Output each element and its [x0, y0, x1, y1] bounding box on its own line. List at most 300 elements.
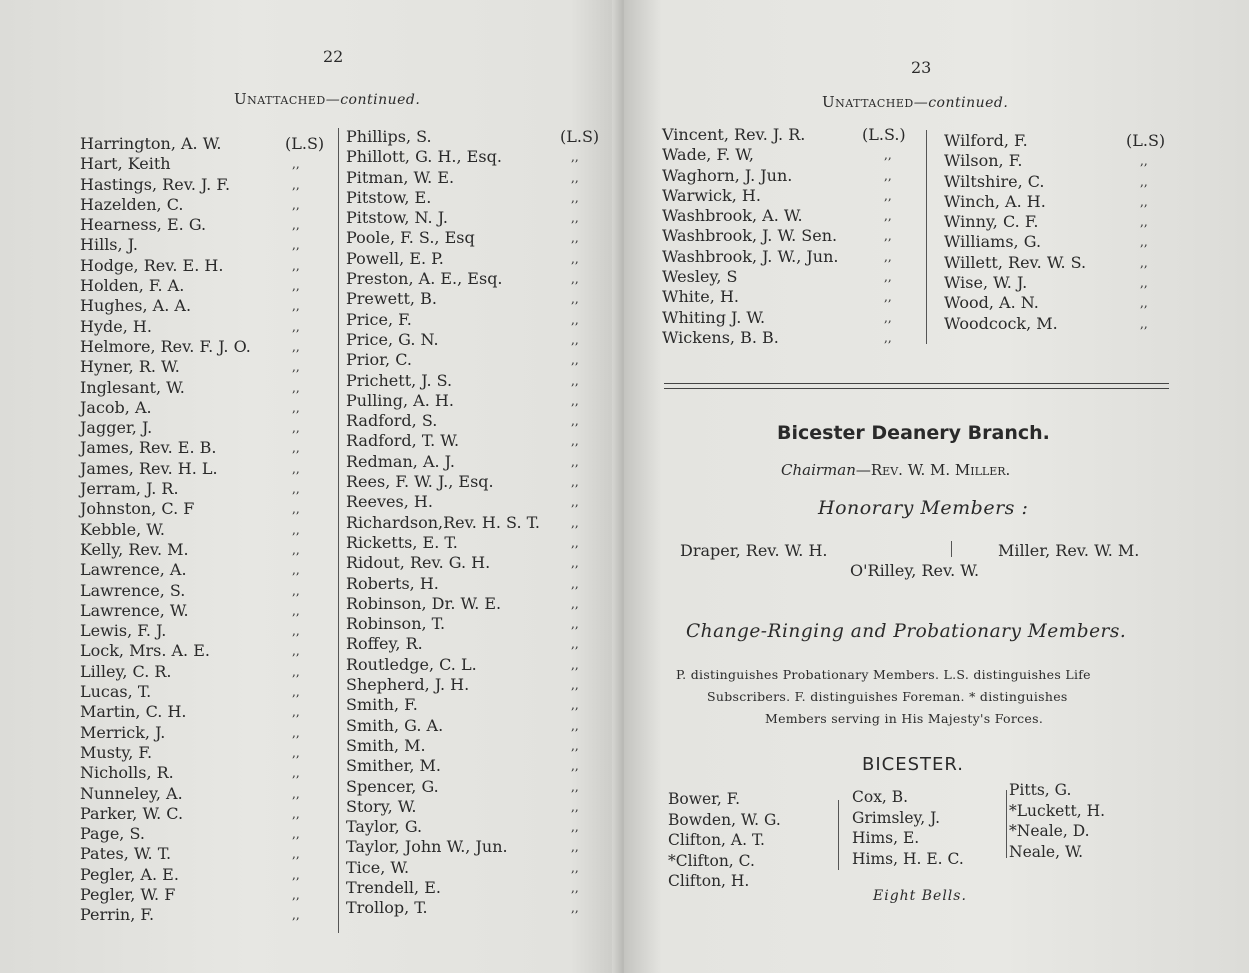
- ditto-mark: ,,: [292, 603, 300, 618]
- ditto-mark: ,,: [292, 177, 300, 192]
- list-item: [346, 452, 608, 472]
- list-item: [346, 817, 608, 837]
- list-item: [346, 594, 608, 614]
- ditto-mark: ,,: [292, 319, 300, 334]
- ditto-mark: ,,: [571, 738, 579, 753]
- member-name: Roberts, H.: [346, 573, 439, 593]
- list-item: [80, 317, 336, 337]
- list-item: [346, 837, 608, 857]
- member-name: Wesley, S: [662, 267, 738, 287]
- list-item: [346, 756, 608, 776]
- member-name: Lucas, T.: [80, 682, 152, 702]
- ditto-mark: ,,: [571, 718, 579, 733]
- list-item: [80, 723, 336, 743]
- legend-note: Members serving in His Majesty's Forces.: [765, 711, 1044, 726]
- member-name: Woodcock, M.: [944, 313, 1058, 333]
- bicester-column-2: [852, 788, 1002, 870]
- ditto-mark: ,,: [571, 353, 579, 368]
- ditto-mark: ,,: [884, 330, 892, 345]
- ditto-mark: ,,: [292, 542, 300, 557]
- ditto-mark: ,,: [571, 596, 579, 611]
- place-heading: BICESTER.: [862, 754, 964, 775]
- list-item: [80, 601, 336, 621]
- member-name: Page, S.: [80, 824, 145, 844]
- list-item: [346, 411, 608, 431]
- ditto-mark: ,,: [1140, 235, 1148, 250]
- list-item: [346, 655, 608, 675]
- ditto-mark: ,,: [1140, 174, 1148, 189]
- ditto-mark: ,,: [571, 312, 579, 327]
- member-name: Prior, C.: [346, 350, 412, 370]
- member-name: Hastings, Rev. J. F.: [80, 174, 231, 194]
- section-rule: [664, 383, 1169, 384]
- ditto-mark: ,,: [884, 168, 892, 183]
- list-item: [80, 824, 336, 844]
- list-item: [944, 293, 1170, 313]
- member-name: Whiting J. W.: [662, 307, 766, 327]
- member-name: Pitstow, N. J.: [346, 208, 448, 228]
- member-name: Ridout, Rev. G. H.: [346, 553, 491, 573]
- bicester-column-1: [668, 790, 833, 893]
- member-name: Hazelden, C.: [80, 194, 184, 214]
- ditto-mark: ,,: [292, 299, 300, 314]
- member-name: Musty, F.: [80, 742, 153, 762]
- ditto-mark: ,,: [571, 759, 579, 774]
- list-item: [80, 154, 336, 174]
- member-name: Waghorn, J. Jun.: [662, 165, 793, 185]
- member-name: Nicholls, R.: [80, 763, 174, 783]
- member-name: Willett, Rev. W. S.: [944, 252, 1087, 272]
- list-item: [346, 249, 608, 269]
- ditto-mark: ,,: [571, 840, 579, 855]
- ditto-mark: ,,: [292, 583, 300, 598]
- member-name: Hearness, E. G.: [80, 215, 207, 235]
- list-item: [346, 513, 608, 533]
- member-name: Robinson, Dr. W. E.: [346, 593, 502, 613]
- ditto-mark: ,,: [292, 218, 300, 233]
- ditto-mark: ,,: [571, 698, 579, 713]
- list-item: [346, 777, 608, 797]
- ditto-mark: ,,: [571, 414, 579, 429]
- member-name: Smither, M.: [346, 756, 441, 776]
- ditto-mark: ,,: [292, 644, 300, 659]
- ditto-mark: ,,: [571, 901, 579, 916]
- ditto-mark: ,,: [571, 251, 579, 266]
- ditto-mark: ,,: [292, 258, 300, 273]
- list-item: Hims, E.: [852, 829, 920, 847]
- list-item: [662, 328, 918, 348]
- list-item: [80, 905, 336, 925]
- list-item: [944, 172, 1170, 192]
- member-name: Hyde, H.: [80, 316, 152, 336]
- ditto-mark: ,,: [571, 454, 579, 469]
- list-item: [80, 581, 336, 601]
- list-item: [346, 858, 608, 878]
- list-item: [346, 289, 608, 309]
- member-name: Parker, W. C.: [80, 803, 184, 823]
- ditto-mark: ,,: [571, 880, 579, 895]
- list-item: [662, 287, 918, 307]
- ditto-mark: ,,: [292, 279, 300, 294]
- list-item: [80, 804, 336, 824]
- member-name: Radford, T. W.: [346, 431, 460, 451]
- name-column-4: [944, 131, 1170, 334]
- honorary-heading: Honorary Members :: [818, 497, 1029, 519]
- name-column-3: [662, 125, 918, 348]
- ditto-mark: ,,: [571, 434, 579, 449]
- member-name: Tice, W.: [346, 857, 410, 877]
- member-name: Lawrence, A.: [80, 560, 187, 580]
- list-item: [662, 186, 918, 206]
- list-item: [346, 797, 608, 817]
- member-name: Merrick, J.: [80, 722, 166, 742]
- list-item: [662, 145, 918, 165]
- member-name: Wood, A. N.: [944, 293, 1039, 313]
- column-divider: [338, 128, 339, 933]
- member-name: Washbrook, J. W. Sen.: [662, 226, 838, 246]
- member-name: Wilford, F.: [944, 131, 1028, 150]
- list-item: Neale, W.: [1009, 842, 1084, 861]
- member-name: Pulling, A. H.: [346, 390, 454, 410]
- running-head-caps: Unattached: [822, 93, 914, 111]
- list-item: Grimsley, J.: [852, 808, 941, 827]
- list-item: [346, 492, 608, 512]
- ditto-mark: ,,: [292, 908, 300, 923]
- ditto-mark: ,,: [292, 380, 300, 395]
- life-subscriber-mark: (L.S.): [862, 125, 906, 144]
- member-name: Williams, G.: [944, 232, 1042, 252]
- list-item: [80, 743, 336, 763]
- ditto-mark: ,,: [292, 563, 300, 578]
- ditto-mark: ,,: [884, 310, 892, 325]
- list-item: [80, 885, 336, 905]
- ditto-mark: ,,: [292, 441, 300, 456]
- member-name: Harrington, A. W.: [80, 134, 222, 153]
- member-name: Pegler, W. F: [80, 884, 176, 904]
- list-item: [346, 431, 608, 451]
- member-name: Smith, G. A.: [346, 715, 444, 735]
- member-name: Helmore, Rev. F. J. O.: [80, 336, 251, 356]
- ditto-mark: ,,: [884, 148, 892, 163]
- list-item: [80, 784, 336, 804]
- member-name: Hills, J.: [80, 235, 138, 255]
- ditto-mark: ,,: [292, 157, 300, 172]
- list-item: [346, 634, 608, 654]
- list-item: *Luckett, H.: [1009, 801, 1106, 820]
- list-item: [346, 168, 608, 188]
- list-item: [662, 166, 918, 186]
- list-item: [662, 226, 918, 246]
- member-name: Jacob, A.: [80, 397, 152, 417]
- list-item: [80, 276, 336, 296]
- member-name: Phillips, S.: [346, 127, 432, 146]
- member-name: Wiltshire, C.: [944, 171, 1045, 191]
- member-name: Trendell, E.: [346, 877, 441, 897]
- ditto-mark: ,,: [292, 197, 300, 212]
- ditto-mark: ,,: [1140, 154, 1148, 169]
- list-item: [80, 763, 336, 783]
- member-name: Lawrence, W.: [80, 600, 189, 620]
- list-item: [80, 682, 336, 702]
- list-item: [346, 472, 608, 492]
- member-name: Prewett, B.: [346, 289, 437, 309]
- ditto-mark: ,,: [571, 860, 579, 875]
- ditto-mark: ,,: [571, 820, 579, 835]
- list-item: [346, 574, 608, 594]
- member-name: Perrin, F.: [80, 905, 155, 925]
- member-name: Jagger, J.: [80, 418, 153, 438]
- member-name: Johnston, C. F: [80, 499, 195, 519]
- ditto-mark: ,,: [884, 290, 892, 305]
- ditto-mark: ,,: [571, 150, 579, 165]
- list-item: [346, 127, 608, 147]
- list-item: [80, 621, 336, 641]
- ditto-mark: ,,: [292, 664, 300, 679]
- chairman-name: —Rev. W. M. Miller.: [855, 461, 1011, 479]
- ditto-mark: ,,: [571, 475, 579, 490]
- list-item: [346, 208, 608, 228]
- member-name: Smith, F.: [346, 695, 418, 715]
- member-name: Roffey, R.: [346, 634, 423, 654]
- member-name: Powell, E. P.: [346, 248, 444, 268]
- member-name: James, Rev. E. B.: [80, 438, 217, 458]
- ditto-mark: ,,: [292, 502, 300, 517]
- list-item: [346, 675, 608, 695]
- member-name: Phillott, G. H., Esq.: [346, 147, 502, 167]
- ditto-mark: ,,: [292, 421, 300, 436]
- ditto-mark: ,,: [292, 705, 300, 720]
- member-name: White, H.: [662, 287, 739, 307]
- member-name: Warwick, H.: [662, 185, 761, 205]
- member-name: Vincent, Rev. J. R.: [662, 125, 806, 144]
- column-divider: [1006, 790, 1007, 858]
- life-subscriber-mark: (L.S): [1126, 131, 1166, 150]
- ditto-mark: ,,: [292, 522, 300, 537]
- ditto-mark: ,,: [571, 657, 579, 672]
- list-item: Bower, F.: [668, 790, 740, 808]
- ditto-mark: ,,: [1140, 316, 1148, 331]
- member-name: Price, F.: [346, 309, 412, 329]
- member-name: Winny, C. F.: [944, 212, 1039, 232]
- list-item: [346, 350, 608, 370]
- member-name: Taylor, John W., Jun.: [346, 837, 508, 857]
- legend-note: Subscribers. F. distinguishes Foreman. * distinguishes: [707, 689, 1068, 704]
- list-item: [80, 520, 336, 540]
- member-name: Rees, F. W. J., Esq.: [346, 472, 494, 492]
- member-name: Redman, A. J.: [346, 451, 455, 471]
- member-name: Lawrence, S.: [80, 580, 186, 600]
- list-item: Clifton, A. T.: [668, 831, 765, 849]
- ditto-mark: ,,: [571, 576, 579, 591]
- list-item: [944, 212, 1170, 232]
- member-name: Price, G. N.: [346, 329, 439, 349]
- running-head-italic: —continued.: [325, 92, 421, 108]
- running-head-italic: —continued.: [913, 95, 1009, 111]
- chairman-line: [781, 461, 1010, 479]
- ditto-mark: ,,: [1140, 296, 1148, 311]
- list-item: [944, 232, 1170, 252]
- member-name: Nunneley, A.: [80, 783, 183, 803]
- list-item: [80, 865, 336, 885]
- name-column-1: [80, 134, 336, 926]
- list-item: [346, 614, 608, 634]
- list-item: [80, 438, 336, 458]
- ditto-mark: ,,: [292, 847, 300, 862]
- ditto-mark: ,,: [292, 745, 300, 760]
- member-name: Martin, C. H.: [80, 702, 187, 722]
- column-divider: [838, 800, 839, 870]
- list-item: [80, 641, 336, 661]
- member-name: Pitman, W. E.: [346, 167, 455, 187]
- list-item: [346, 736, 608, 756]
- bells-note: Eight Bells.: [873, 888, 967, 904]
- running-head: [234, 90, 420, 108]
- list-item: [346, 188, 608, 208]
- member-name: Poole, F. S., Esq: [346, 228, 475, 248]
- member-name: Taylor, G.: [346, 817, 423, 837]
- column-divider: [951, 541, 952, 557]
- ditto-mark: ,,: [571, 190, 579, 205]
- ditto-mark: ,,: [1140, 276, 1148, 291]
- ditto-mark: ,,: [1140, 194, 1148, 209]
- list-item: Pitts, G.: [1009, 781, 1072, 799]
- ditto-mark: ,,: [571, 393, 579, 408]
- member-name: Prichett, J. S.: [346, 370, 453, 390]
- list-item: [944, 192, 1170, 212]
- honorary-member: Draper, Rev. W. H.: [680, 541, 828, 560]
- member-name: Kebble, W.: [80, 519, 165, 539]
- ditto-mark: ,,: [292, 238, 300, 253]
- ditto-mark: ,,: [1140, 255, 1148, 270]
- left-page: [0, 0, 620, 973]
- list-item: Cox, B.: [852, 788, 909, 806]
- ditto-mark: ,,: [292, 685, 300, 700]
- ditto-mark: ,,: [571, 373, 579, 388]
- section-rule: [664, 388, 1169, 389]
- list-item: [80, 398, 336, 418]
- member-name: Spencer, G.: [346, 776, 439, 796]
- ditto-mark: ,,: [884, 270, 892, 285]
- list-item: [80, 418, 336, 438]
- honorary-member: Miller, Rev. W. M.: [998, 541, 1140, 560]
- ditto-mark: ,,: [292, 360, 300, 375]
- list-item: [80, 215, 336, 235]
- ditto-mark: ,,: [571, 617, 579, 632]
- list-item: [80, 662, 336, 682]
- list-item: [80, 378, 336, 398]
- list-item: [346, 391, 608, 411]
- ditto-mark: ,,: [884, 229, 892, 244]
- list-item: [80, 235, 336, 255]
- ditto-mark: ,,: [571, 556, 579, 571]
- list-item: [80, 134, 336, 154]
- list-item: *Clifton, C.: [668, 851, 755, 870]
- member-name: Inglesant, W.: [80, 377, 185, 397]
- ditto-mark: ,,: [292, 887, 300, 902]
- member-name: Smith, M.: [346, 735, 426, 755]
- ditto-mark: ,,: [571, 678, 579, 693]
- member-name: Richardson,Rev. H. S. T.: [346, 512, 541, 532]
- ditto-mark: ,,: [571, 515, 579, 530]
- list-item: [662, 247, 918, 267]
- member-name: Lilley, C. R.: [80, 661, 172, 681]
- name-column-2: [346, 127, 608, 919]
- list-item: [346, 228, 608, 248]
- list-item: Bowden, W. G.: [668, 810, 781, 829]
- ditto-mark: ,,: [292, 461, 300, 476]
- member-name: Routledge, C. L.: [346, 654, 477, 674]
- member-name: Preston, A. E., Esq.: [346, 269, 503, 289]
- life-subscriber-mark: (L.S): [560, 127, 600, 146]
- list-item: [80, 357, 336, 377]
- list-item: [346, 898, 608, 918]
- list-item: [80, 337, 336, 357]
- list-item: [346, 371, 608, 391]
- ditto-mark: ,,: [292, 806, 300, 821]
- ditto-mark: ,,: [292, 827, 300, 842]
- member-name: Trollop, T.: [346, 898, 428, 918]
- list-item: [80, 479, 336, 499]
- list-item: [80, 296, 336, 316]
- ditto-mark: ,,: [292, 766, 300, 781]
- ditto-mark: ,,: [884, 249, 892, 264]
- ditto-mark: ,,: [571, 535, 579, 550]
- list-item: [944, 314, 1170, 334]
- legend-note: P. distinguishes Probationary Members. L.S. distinguishes Life: [676, 667, 1091, 682]
- ditto-mark: ,,: [292, 867, 300, 882]
- list-item: [346, 147, 608, 167]
- member-name: Robinson, T.: [346, 614, 446, 634]
- branch-title: Bicester Deanery Branch.: [777, 422, 1050, 444]
- column-divider: [926, 130, 927, 344]
- member-name: Ricketts, E. T.: [346, 532, 458, 552]
- ditto-mark: ,,: [292, 624, 300, 639]
- change-ringing-heading: Change-Ringing and Probationary Members.: [686, 621, 1127, 642]
- member-name: Lock, Mrs. A. E.: [80, 641, 210, 661]
- list-item: [944, 253, 1170, 273]
- page-number: 22: [323, 47, 344, 66]
- list-item: [346, 310, 608, 330]
- list-item: [80, 175, 336, 195]
- list-item: [662, 308, 918, 328]
- list-item: [80, 256, 336, 276]
- ditto-mark: ,,: [571, 332, 579, 347]
- life-subscriber-mark: (L.S): [285, 134, 325, 153]
- ditto-mark: ,,: [292, 482, 300, 497]
- list-item: Clifton, H.: [668, 872, 750, 890]
- list-item: [346, 330, 608, 350]
- list-item: [346, 716, 608, 736]
- list-item: [944, 151, 1170, 171]
- member-name: Hughes, A. A.: [80, 296, 192, 316]
- member-name: Washbrook, A. W.: [662, 206, 803, 226]
- member-name: Hodge, Rev. E. H.: [80, 255, 224, 275]
- list-item: [80, 499, 336, 519]
- list-item: *Neale, D.: [1009, 822, 1090, 840]
- honorary-member: O'Rilley, Rev. W.: [850, 561, 980, 580]
- ditto-mark: ,,: [292, 786, 300, 801]
- member-name: Jerram, J. R.: [80, 479, 179, 499]
- list-item: [944, 131, 1170, 151]
- member-name: Hyner, R. W.: [80, 357, 180, 377]
- member-name: Shepherd, J. H.: [346, 675, 470, 695]
- list-item: [346, 878, 608, 898]
- list-item: [346, 269, 608, 289]
- ditto-mark: ,,: [571, 211, 579, 226]
- list-item: [80, 844, 336, 864]
- list-item: Hims, H. E. C.: [852, 849, 964, 868]
- member-name: Pegler, A. E.: [80, 864, 179, 884]
